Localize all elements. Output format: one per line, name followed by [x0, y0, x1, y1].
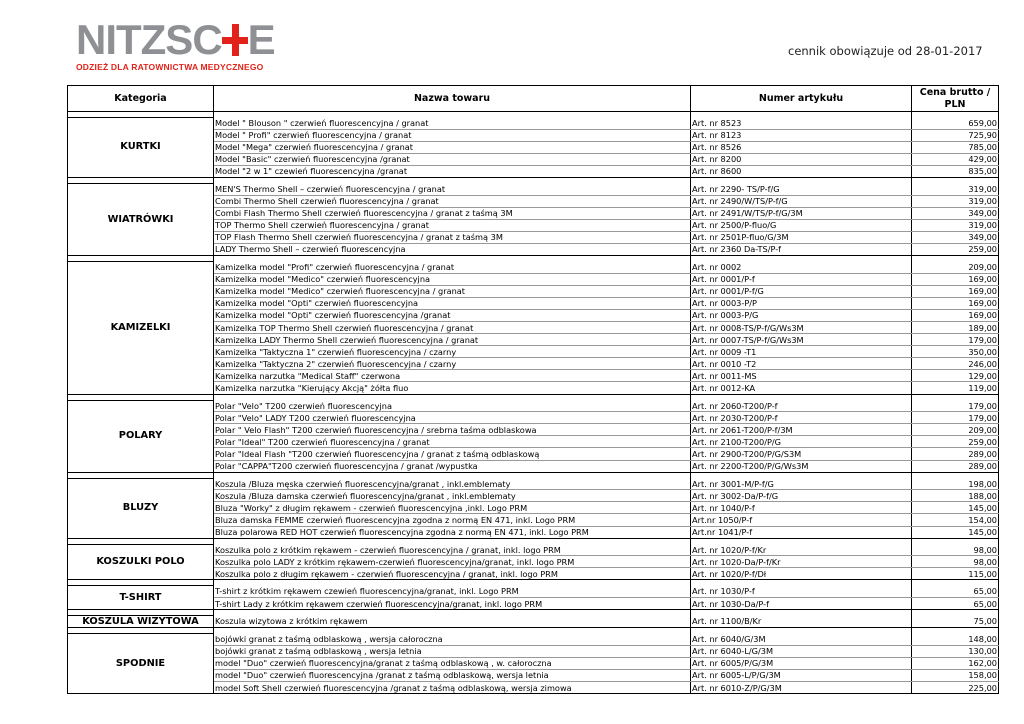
product-name-cell: T-shirt z krótkim rękawem czewień fluorescencyjna/granat, inkl. Logo PRM [214, 586, 691, 598]
article-number-cell: Art. nr 1020-Da/P-f/Kr [691, 556, 912, 568]
article-number-cell: Art. nr 2501P-fluo/G/3M [691, 231, 912, 243]
price-cell: 259,00 [912, 243, 999, 255]
table-row [68, 478, 999, 490]
article-number-cell: Art. nr 1040/P-f [691, 502, 912, 514]
article-number-cell: Art. nr 2900-T200/P/G/S3M [691, 448, 912, 460]
category-cell: KAMIZELKI [68, 262, 214, 395]
price-cell: 319,00 [912, 195, 999, 207]
price-cell: 349,00 [912, 231, 999, 243]
article-number-cell: Art. nr 2490/W/TS/P-f/G [691, 195, 912, 207]
table-row [68, 616, 999, 628]
price-cell: 349,00 [912, 207, 999, 219]
article-number-cell: Art. nr 8600 [691, 165, 912, 177]
product-name-cell: Polar "Velo" LADY T200 czerwień fluorescencyjna [214, 412, 691, 424]
product-name-cell: Model "Mega" czerwień fluorescencyjna / granat [214, 141, 691, 153]
product-name-cell: Combi Thermo Shell czerwień fluorescencyjna / granat [214, 195, 691, 207]
price-cell: 98,00 [912, 556, 999, 568]
column-header-price: Cena brutto / PLN [912, 86, 999, 112]
price-cell: 179,00 [912, 400, 999, 412]
category-cell: SPODNIE [68, 634, 214, 694]
product-name-cell: Kamizelka model "Opti" czerwień fluorescencyjna /granat [214, 309, 691, 321]
article-number-cell: Art. nr 6040/G/3M [691, 634, 912, 646]
product-name-cell: Koszula /Bluza damska czerwień fluorescencyjna/granat , inkl.emblematy [214, 490, 691, 502]
product-name-cell: model "Duo" czerwień fluorescencyjna /granat z taśmą odblaskową, wersja letnia [214, 669, 691, 681]
price-cell: 169,00 [912, 309, 999, 321]
price-list-date: cennik obowiązuje od 28-01-2017 [788, 44, 983, 58]
price-cell: 198,00 [912, 478, 999, 490]
category-cell: WIATRÓWKI [68, 183, 214, 255]
product-name-cell: Bluza damska FEMME czerwień fluorescencyjna zgodna z normą EN 471, inkl. Logo PRM [214, 514, 691, 526]
product-name-cell: Bluza "Worky" z długim rękawem - czerwień fluorescencyjna ,inkl. Logo PRM [214, 502, 691, 514]
column-header-name: Nazwa towaru [214, 86, 691, 112]
product-name-cell: Kamizelka LADY Thermo Shell czerwień fluorescencyjna / granat [214, 334, 691, 346]
price-cell: 350,00 [912, 346, 999, 358]
table-row [68, 183, 999, 195]
product-name-cell: Kamizelka model "Medico" czerwień fluorescencyjna [214, 273, 691, 285]
article-number-cell: Art. nr 8523 [691, 118, 912, 130]
product-name-cell: Kamizelka model "Opti" czerwień fluorescencyjna [214, 297, 691, 309]
price-cell: 162,00 [912, 657, 999, 669]
price-cell: 179,00 [912, 412, 999, 424]
company-logo [76, 16, 288, 72]
price-cell: 148,00 [912, 634, 999, 646]
article-number-cell: Art. nr 6010-Z/P/G/3M [691, 682, 912, 694]
article-number-cell: Art. nr 1030/P-f [691, 586, 912, 598]
article-number-cell: Art. nr 2030-T200/P-f [691, 412, 912, 424]
product-name-cell: Kamizelka "Taktyczna 1" czerwień fluorescencyjna / czarny [214, 346, 691, 358]
table-row [68, 118, 999, 130]
price-cell: 319,00 [912, 219, 999, 231]
article-number-cell: Art.nr 1050/P-f [691, 514, 912, 526]
category-cell: KOSZULA WIZYTOWA [68, 616, 214, 628]
logo-text-a: NITZSC [76, 16, 222, 63]
price-table [67, 85, 999, 694]
table-row [68, 544, 999, 556]
column-header-article: Numer artykułu [691, 86, 912, 112]
price-cell: 319,00 [912, 183, 999, 195]
price-cell: 835,00 [912, 165, 999, 177]
product-name-cell: Model " Blouson " czerwień fluorescencyjna / granat [214, 118, 691, 130]
product-name-cell: Kamizelka TOP Thermo Shell czerwień fluorescencyjna / granat [214, 322, 691, 334]
price-cell: 259,00 [912, 436, 999, 448]
table-row [68, 262, 999, 274]
price-cell: 209,00 [912, 262, 999, 274]
price-cell: 289,00 [912, 460, 999, 472]
price-cell: 189,00 [912, 322, 999, 334]
product-name-cell: Polar "CAPPA"T200 czerwień fluorescencyjna / granat /wypustka [214, 460, 691, 472]
product-name-cell: Koszula /Bluza męska czerwień fluorescencyjna/granat , inkl.emblematy [214, 478, 691, 490]
logo-cross-icon [222, 22, 248, 58]
price-cell: 75,00 [912, 616, 999, 628]
article-number-cell: Art. nr 6040-L/G/3M [691, 645, 912, 657]
product-name-cell: Polar "Ideal Flash "T200 czerwień fluorescencyjna / granat z taśmą odblaskową [214, 448, 691, 460]
price-cell: 169,00 [912, 297, 999, 309]
product-name-cell: Polar " Velo Flash" T200 czerwień fluorescencyjna / srebrna taśma odblaskowa [214, 424, 691, 436]
price-cell: 246,00 [912, 358, 999, 370]
category-cell: T-SHIRT [68, 586, 214, 610]
price-cell: 65,00 [912, 586, 999, 598]
category-cell: KURTKI [68, 118, 214, 178]
article-number-cell: Art. nr 0008-TS/P-f/G/Ws3M [691, 322, 912, 334]
product-name-cell: T-shirt Lady z krótkim rękawem czerwień fluorescencyjna/granat, inkl. logo PRM [214, 597, 691, 609]
article-number-cell: Art. nr 2290- TS/P-f/G [691, 183, 912, 195]
product-name-cell: Model "2 w 1" czewień fluorescencyjna /granat [214, 165, 691, 177]
table-row [68, 634, 999, 646]
article-number-cell: Art. nr 0001/P-f [691, 273, 912, 285]
product-name-cell: Koszulka polo LADY z krótkim rękawem-czerwień fluorescencyjna/granat, inkl. logo PRM [214, 556, 691, 568]
product-name-cell: LADY Thermo Shell – czerwień fluorescencyjna [214, 243, 691, 255]
product-name-cell: Koszula wizytowa z krótkim rękawem [214, 616, 691, 628]
category-cell: POLARY [68, 400, 214, 472]
article-number-cell: Art. nr 8200 [691, 153, 912, 165]
price-cell: 130,00 [912, 645, 999, 657]
article-number-cell: Art. nr 2060-T200/P-f [691, 400, 912, 412]
article-number-cell: Art. nr 0001/P-f/G [691, 285, 912, 297]
article-number-cell: Art. nr 0002 [691, 262, 912, 274]
product-name-cell: MEN'S Thermo Shell – czerwień fluorescencyjna / granat [214, 183, 691, 195]
price-cell: 725,90 [912, 129, 999, 141]
price-cell: 659,00 [912, 118, 999, 130]
price-cell: 188,00 [912, 490, 999, 502]
price-cell: 785,00 [912, 141, 999, 153]
product-name-cell: Kamizelka narzutka "Medical Staff" czerwona [214, 370, 691, 382]
article-number-cell: Art. nr 2100-T200/P/G [691, 436, 912, 448]
article-number-cell: Art. nr 3001-M/P-f/G [691, 478, 912, 490]
article-number-cell: Art. nr 6005-L/P/G/3M [691, 669, 912, 681]
price-cell: 429,00 [912, 153, 999, 165]
article-number-cell: Art. nr 8526 [691, 141, 912, 153]
article-number-cell: Art. nr 2500/P-fluo/G [691, 219, 912, 231]
price-cell: 129,00 [912, 370, 999, 382]
table-row [68, 586, 999, 598]
article-number-cell: Art. nr 1100/B/Kr [691, 616, 912, 628]
article-number-cell: Art. nr 1020/P-f/Dł [691, 568, 912, 580]
product-name-cell: Kamizelka model "Medico" czerwień fluorescencyjna / granat [214, 285, 691, 297]
product-name-cell: Kamizelka "Taktyczna 2" czerwień fluorescencyjna / czarny [214, 358, 691, 370]
price-cell: 225,00 [912, 682, 999, 694]
article-number-cell: Art. nr 2360 Da-TS/P-f [691, 243, 912, 255]
price-cell: 209,00 [912, 424, 999, 436]
product-name-cell: Model " Profi" czerwień fluorescencyjna / granat [214, 129, 691, 141]
product-name-cell: Bluza polarowa RED HOT czerwień fluorescencyjna zgodna z normą EN 471, inkl. Logo PRM [214, 526, 691, 538]
price-cell: 169,00 [912, 273, 999, 285]
price-cell: 65,00 [912, 597, 999, 609]
column-header-category: Kategoria [68, 86, 214, 112]
article-number-cell: Art. nr 0010 -T2 [691, 358, 912, 370]
article-number-cell: Art. nr 6005/P/G/3M [691, 657, 912, 669]
price-cell: 154,00 [912, 514, 999, 526]
article-number-cell: Art. nr 3002-Da/P-f/G [691, 490, 912, 502]
product-name-cell: Combi Flash Thermo Shell czerwień fluorescencyjna / granat z taśmą 3M [214, 207, 691, 219]
price-cell: 119,00 [912, 382, 999, 394]
product-name-cell: model Soft Shell czerwień fluorescencyjna /granat z taśmą odblaskową, wersja zimowa [214, 682, 691, 694]
article-number-cell: Art.nr 1041/P-f [691, 526, 912, 538]
article-number-cell: Art. nr 2491/W/TS/P-f/G/3M [691, 207, 912, 219]
article-number-cell: Art. nr 0011-MS [691, 370, 912, 382]
article-number-cell: Art. nr 8123 [691, 129, 912, 141]
product-name-cell: Koszulka polo z długim rękawem - czerwień fluorescencyjna / granat, inkl. logo PRM [214, 568, 691, 580]
price-cell: 145,00 [912, 526, 999, 538]
product-name-cell: TOP Flash Thermo Shell czerwień fluorescencyjna / granat z taśmą 3M [214, 231, 691, 243]
category-cell: KOSZULKI POLO [68, 544, 214, 580]
article-number-cell: Art. nr 1030-Da/P-f [691, 597, 912, 609]
product-name-cell: Polar "Ideal" T200 czerwień fluorescencyjna / granat [214, 436, 691, 448]
product-name-cell: TOP Thermo Shell czerwień fluorescencyjna / granat [214, 219, 691, 231]
article-number-cell: Art. nr 0003-P/G [691, 309, 912, 321]
price-table-body [68, 112, 999, 694]
product-name-cell: model "Duo" czerwień fluorescencyjna/granat z taśmą odblaskową , w. całoroczna [214, 657, 691, 669]
product-name-cell: Model "Basic" czerwień fluorescencyjna /granat [214, 153, 691, 165]
price-cell: 179,00 [912, 334, 999, 346]
category-cell: BLUZY [68, 478, 214, 538]
article-number-cell: Art. nr 1020/P-f/Kr [691, 544, 912, 556]
table-header-row [68, 86, 999, 112]
price-cell: 98,00 [912, 544, 999, 556]
product-name-cell: Kamizelka narzutka "Kierujący Akcją" żółta fluo [214, 382, 691, 394]
price-cell: 289,00 [912, 448, 999, 460]
article-number-cell: Art. nr 0012-KA [691, 382, 912, 394]
logo-text-b: E [247, 16, 275, 63]
product-name-cell: bojówki granat z taśmą odblaskową , wersja letnia [214, 645, 691, 657]
product-name-cell: Koszulka polo z krótkim rękawem - czerwień fluorescencyjna / granat, inkl. logo PRM [214, 544, 691, 556]
article-number-cell: Art. nr 0007-TS/P-f/G/Ws3M [691, 334, 912, 346]
price-cell: 169,00 [912, 285, 999, 297]
price-cell: 115,00 [912, 568, 999, 580]
table-row [68, 400, 999, 412]
article-number-cell: Art. nr 0009 -T1 [691, 346, 912, 358]
article-number-cell: Art. nr 0003-P/P [691, 297, 912, 309]
logo-tagline: ODZIEŻ DLA RATOWNICTWA MEDYCZNEGO [76, 62, 264, 72]
product-name-cell: bojówki granat z taśmą odblaskową , wersja całoroczna [214, 634, 691, 646]
article-number-cell: Art. nr 2200-T200/P/G/Ws3M [691, 460, 912, 472]
price-cell: 145,00 [912, 502, 999, 514]
logo-wordmark [76, 16, 288, 63]
price-cell: 158,00 [912, 669, 999, 681]
product-name-cell: Kamizelka model "Profi" czerwień fluorescencyjna / granat [214, 262, 691, 274]
product-name-cell: Polar "Velo" T200 czerwień fluorescencyjna [214, 400, 691, 412]
article-number-cell: Art. nr 2061-T200/P-f/3M [691, 424, 912, 436]
